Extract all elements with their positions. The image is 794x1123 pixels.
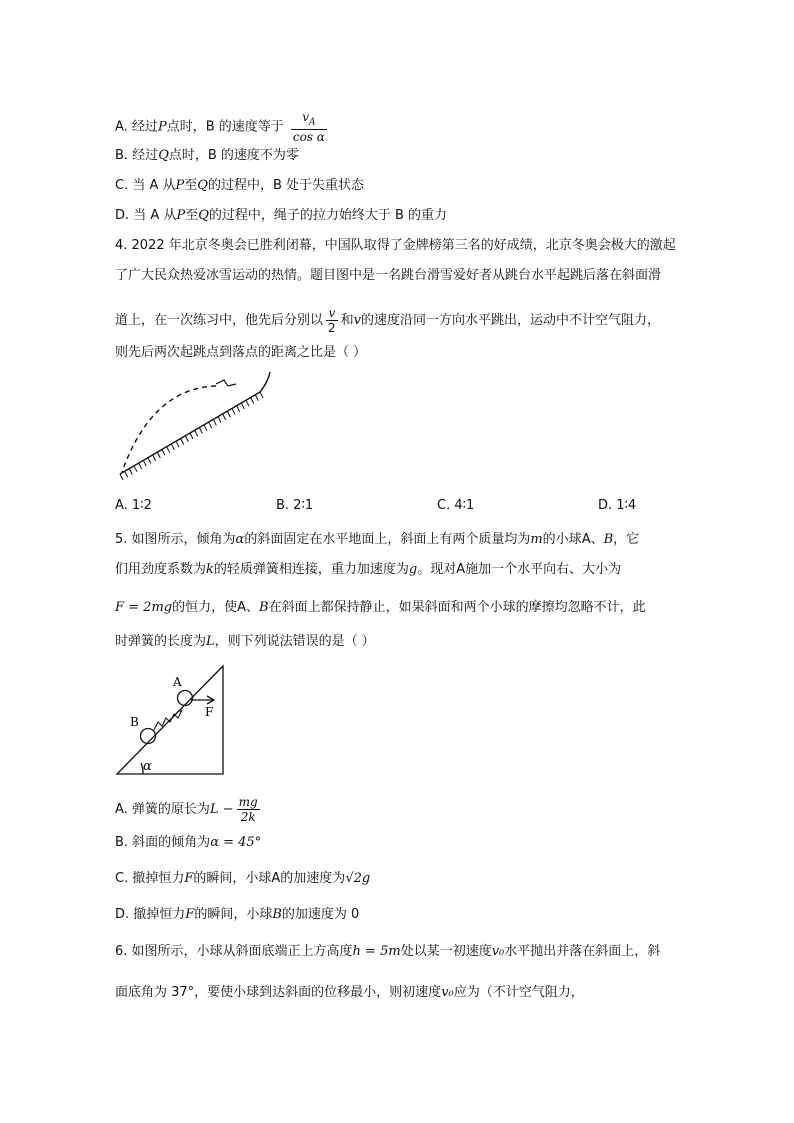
q5-line-2-d: 施加一个水平向右、大小为 (465, 562, 622, 577)
q5-line-4-a: 时弹簧的长度为 (115, 634, 207, 649)
q5-length-l: L (206, 634, 215, 649)
q6-line-2 (115, 984, 584, 1002)
q5-option-c (115, 870, 370, 888)
q6-line-1-c: 水平抛出并落在斜面上，斜 (504, 944, 661, 959)
q4-line-3-b: 和 (340, 313, 354, 328)
q3-d-to: 至 (185, 208, 199, 223)
slope-hatch-mark (204, 425, 207, 431)
q4-option-d: D. 1∶4 (598, 498, 637, 513)
q3-d-point-p: P (176, 208, 186, 223)
q5-opt-c-a: A (271, 871, 281, 886)
slope-hatch-mark (241, 403, 244, 409)
q5-ball-b: B (603, 532, 614, 547)
q5-g: g (408, 562, 418, 577)
slope-hatch-mark (134, 466, 137, 472)
q5-line-1-c: 的小球 (542, 532, 582, 547)
q5-line-1-a: 5. 如图所示，倾角为 (115, 532, 236, 547)
q5-opt-c-f: F (184, 871, 194, 886)
slope-hatch-mark (251, 397, 254, 403)
slope-hatch-mark (157, 452, 160, 458)
slope-hatch-mark (213, 419, 216, 425)
slope-hatch-mark (237, 406, 240, 412)
slope-hatch-mark (167, 447, 170, 453)
q4-speed-v: v (353, 313, 362, 328)
q4-line-1: 4. 2022 年北京冬奥会已胜利闭幕，中国队取得了金牌榜第三名的好成绩，北京冬奥会极大的激起 (115, 238, 676, 253)
q5-line-3-a: 的恒力，使 (172, 600, 238, 615)
q3-option-b (115, 147, 299, 165)
q5-alpha: α (235, 532, 245, 547)
slope-hatch-mark (255, 395, 258, 401)
q6-height: h = 5m (352, 944, 401, 959)
q5-line-1-d: ，它 (613, 532, 640, 547)
q3-c-to: 至 (184, 178, 198, 193)
q4-option-c: C. 4∶1 (437, 498, 475, 513)
q3-d-prefix: D. 当 A 从 (115, 208, 177, 223)
q3-a-prefix: A. 经过 (115, 119, 158, 135)
q5-line-2 (115, 561, 621, 579)
q5-opt-b-eq: α = 45° (210, 835, 262, 850)
q5-opt-d-f: F (185, 907, 195, 922)
q5-ball-a-3: A (237, 600, 247, 615)
q5-opt-c-post: 的加速度为 (280, 871, 346, 886)
q3-d-text: 的过程中，绳子的拉力始终大于 B 的重力 (208, 208, 448, 223)
slope-hatch-mark (162, 449, 165, 455)
q5-option-b (115, 834, 261, 852)
q5-line-2-b: 的轻质弹簧相连接，重力加速度为 (213, 562, 409, 577)
q5-k: k (206, 562, 214, 577)
q3-option-d (115, 207, 447, 225)
q5-opt-a-l: L − (209, 802, 234, 817)
q5-opt-d-pre: D. 撤掉恒力 (115, 907, 186, 922)
skier-icon (216, 380, 236, 386)
q5-opt-a-fraction (237, 795, 260, 824)
q5-line-2-c: 。现对 (417, 562, 457, 577)
q5-opt-b-pre: B. 斜面的倾角为 (115, 835, 211, 850)
q5-opt-d-mid: 的瞬间，小球 (194, 907, 273, 922)
q6-line-1-b: 处以某一初速度 (400, 944, 492, 959)
q5-line-4-b: ，则下列说法错误的是（ ） (214, 634, 375, 649)
q5-opt-d-b: B (272, 907, 282, 922)
q5-ball-b-2: B (259, 600, 269, 615)
q3-a-text: 点时，B 的速度等于 (166, 119, 284, 135)
label-f: F (205, 705, 214, 719)
q5-line-3-b: 在斜面上都保持静止，如果斜面和两个小球的摩擦均忽略不计，此 (268, 600, 646, 615)
q5-line-1-b: 的斜面固定在水平地面上，斜面上有两个质量均为 (244, 532, 531, 547)
q5-ball-a: A (581, 532, 591, 547)
trajectory-dashed (122, 386, 216, 472)
q3-a-numerator: v (302, 110, 310, 124)
q3-c-point-p: P (175, 178, 185, 193)
q5-line-4 (115, 633, 375, 651)
slope-hatch-mark (199, 428, 202, 434)
spring (154, 710, 182, 730)
slope-hatch-mark (120, 474, 123, 480)
slope-hatch-mark (153, 455, 156, 461)
q3-option-a (115, 110, 330, 144)
slope-hatch-mark (218, 417, 221, 423)
slope-hatch-mark (223, 414, 226, 420)
label-alpha: α (143, 759, 152, 774)
q5-ball-a-2: A (456, 562, 466, 577)
ball-a (178, 691, 193, 706)
slope-hatch-mark (209, 422, 212, 428)
q3-option-c (115, 177, 364, 195)
slope-hatch-mark (260, 392, 263, 398)
q5-opt-c-pre: C. 撤掉恒力 (115, 871, 185, 886)
q5-sep: 、 (590, 532, 604, 547)
slope-top-curve (260, 372, 270, 392)
q4-fraction-numerator: v (326, 306, 338, 321)
q3-c-point-q: Q (197, 178, 208, 193)
slope-hatch-mark (143, 460, 146, 466)
q4-line-4: 则先后两次起跳点到落点的距离之比是（ ） (115, 345, 367, 360)
q3-b-text: 点时，B 的速度不为零 (168, 148, 299, 163)
q5-line-2-a: 们用劲度系数为 (115, 562, 207, 577)
label-b: B (130, 715, 139, 729)
q5-force-eq: F = 2mg (115, 600, 173, 615)
q4-line-3 (115, 306, 660, 335)
q6-v0-2: v₀ (441, 985, 454, 1000)
q4-line-3-a: 道上，在一次练习中，他先后分别以 (115, 313, 324, 328)
slope-hatch-mark (125, 471, 128, 477)
q4-option-a: A. 1∶2 (115, 498, 152, 513)
q3-b-point-q: Q (158, 148, 169, 163)
slope-hatch-mark (129, 469, 132, 475)
q3-c-text: 的过程中，B 处于失重状态 (207, 178, 364, 193)
q5-opt-c-val: √2g (345, 871, 371, 886)
q5-opt-c-mid: 的瞬间，小球 (193, 871, 272, 886)
label-a: A (173, 675, 182, 689)
q4-speed-fraction (326, 306, 338, 335)
q5-option-d (115, 906, 359, 924)
q5-opt-a-num: mg (238, 795, 258, 809)
q3-a-numerator-sub: A (309, 117, 316, 128)
q3-c-prefix: C. 当 A 从 (115, 178, 176, 193)
slope-hatch-mark (148, 458, 151, 464)
q3-a-denominator: cos α (292, 130, 325, 145)
slope-hatch-mark (171, 444, 174, 450)
q5-option-a (115, 795, 263, 824)
slope-hatch-mark (176, 441, 179, 447)
q4-option-b: B. 2∶1 (276, 498, 314, 513)
slope-hatch-mark (246, 400, 249, 406)
q4-line-2: 了广大民众热爱冰雪运动的热情。题目图中是一名跳台滑雪爱好者从跳台水平起跳后落在斜面滑 (115, 268, 662, 283)
q3-b-prefix: B. 经过 (115, 148, 159, 163)
q3-a-point-p: P (157, 119, 167, 135)
q5-opt-a-den: 2k (240, 810, 256, 824)
slope-hatch-mark (185, 436, 188, 442)
q3-d-point-q: Q (198, 208, 209, 223)
q5-line-1 (115, 531, 639, 549)
q5-opt-a-pre: A. 弹簧的原长为 (115, 802, 210, 817)
slope-hatch-mark (227, 411, 230, 417)
slope-hatch-mark (139, 463, 142, 469)
slope-hatch-mark (190, 433, 193, 439)
q4-line-3-c: 的速度沿同一方向水平跳出，运动中不计空气阻力， (361, 313, 661, 328)
slope-hatch-mark (195, 430, 198, 436)
q5-sep-2: 、 (246, 600, 260, 615)
slope-hatch-mark (232, 408, 235, 414)
q6-line-1 (115, 943, 660, 961)
q6-line-2-a: 面底角为 37°，要使小球到达斜面的位移最小，则初速度 (115, 985, 442, 1000)
slope-hatch-mark (181, 438, 184, 444)
q4-ski-jump-figure (112, 368, 282, 484)
q5-mass-m: m (530, 532, 543, 547)
q5-opt-d-post: 的加速度为 0 (281, 907, 360, 922)
q5-incline-figure (113, 664, 233, 780)
q4-fraction-denominator: 2 (328, 321, 336, 335)
q6-line-2-b: 应为（不计空气阻力， (453, 985, 584, 1000)
q5-line-3 (115, 599, 646, 617)
ball-b (141, 729, 156, 744)
q3-a-fraction (291, 110, 327, 144)
q6-v0: v₀ (491, 944, 505, 959)
q6-line-1-a: 6. 如图所示，小球从斜面底端正上方高度 (115, 944, 353, 959)
